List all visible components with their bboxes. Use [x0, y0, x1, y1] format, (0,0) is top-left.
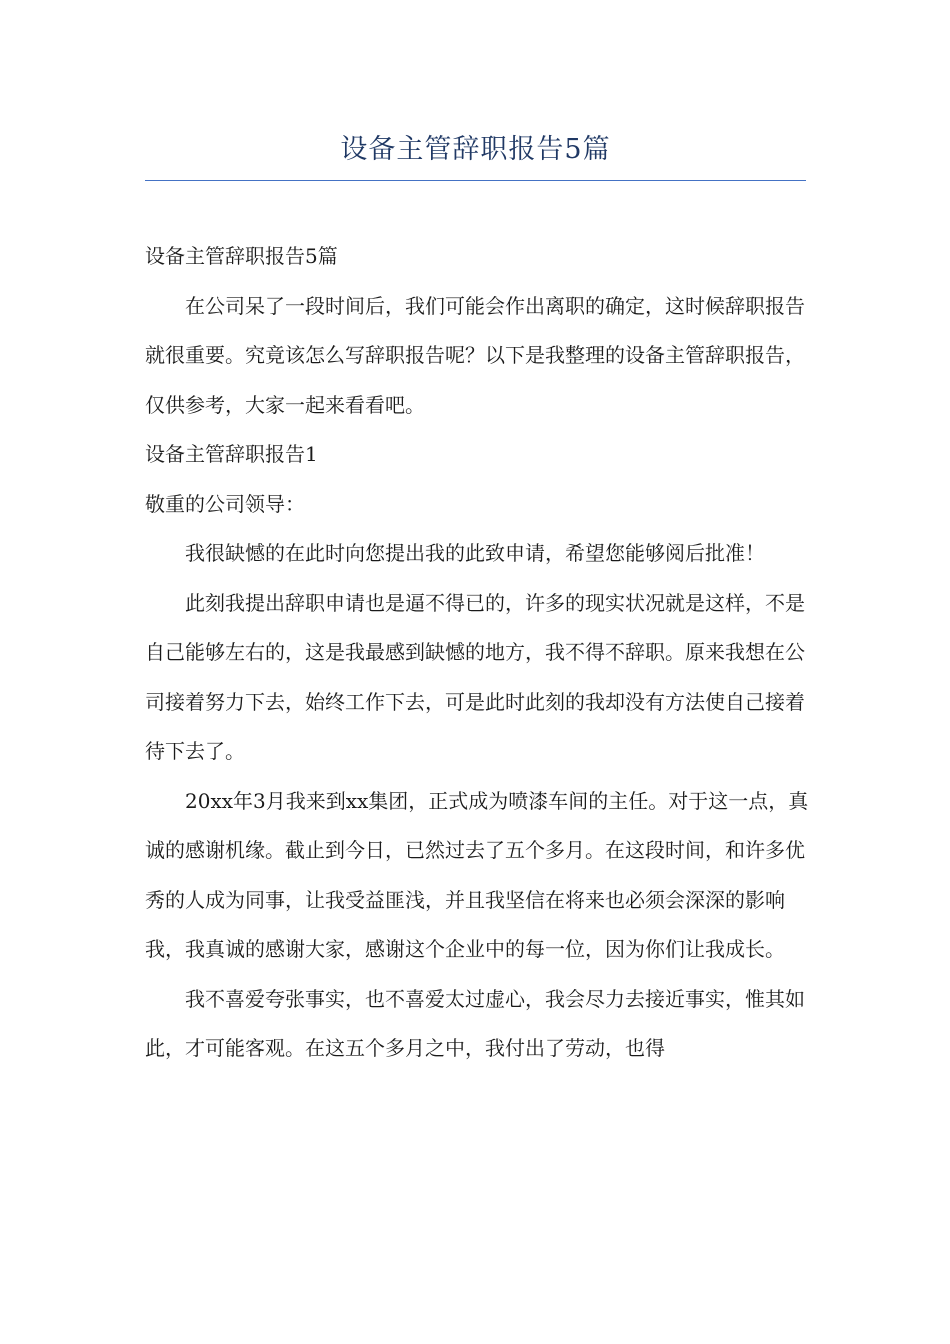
document-title: 设备主管辞职报告5篇: [340, 134, 611, 165]
intro-paragraph: 在公司呆了一段时间后，我们可能会作出离职的确定，这时候辞职报告就很重要。究竟该怎么写辞职报告呢？以下是我整理的设备主管辞职报告，仅供参考，大家一起来看看吧。: [145, 293, 805, 417]
body-heading: 设备主管辞职报告5篇: [145, 244, 338, 268]
title-divider: [145, 180, 806, 181]
document-body: [145, 232, 810, 1074]
body-paragraph: 我不喜爱夸张事实，也不喜爱太过虚心，我会尽力去接近事实，惟其如此，才可能客观。在这五个多月之中，我付出了劳动，也得: [145, 986, 805, 1060]
salutation: 敬重的公司领导：: [145, 491, 305, 516]
body-paragraph: 此刻我提出辞职申请也是逼不得已的，许多的现实状况就是这样，不是自己能够左右的，这是我最感到缺憾的地方，我不得不辞职。原来我想在公司接着努力下去，始终工作下去，可是此时此刻的我却没有方法使自己接着待下去了。: [145, 590, 805, 763]
section-heading: 设备主管辞职报告1: [145, 442, 318, 466]
body-paragraph: 20xx年3月我来到xx集团，正式成为喷漆车间的主任。对于这一点，真诚的感谢机缘。截止到今日，已然过去了五个多月。在这段时间，和许多优秀的人成为同事，让我受益匪浅，并且我坚信在将来也必须会深深的影响我，我真诚的感谢大家，感谢这个企业中的每一位，因为你们让我成长。: [145, 788, 809, 961]
body-paragraph: 我很缺憾的在此时向您提出我的此致申请，希望您能够阅后批准！: [185, 541, 765, 565]
